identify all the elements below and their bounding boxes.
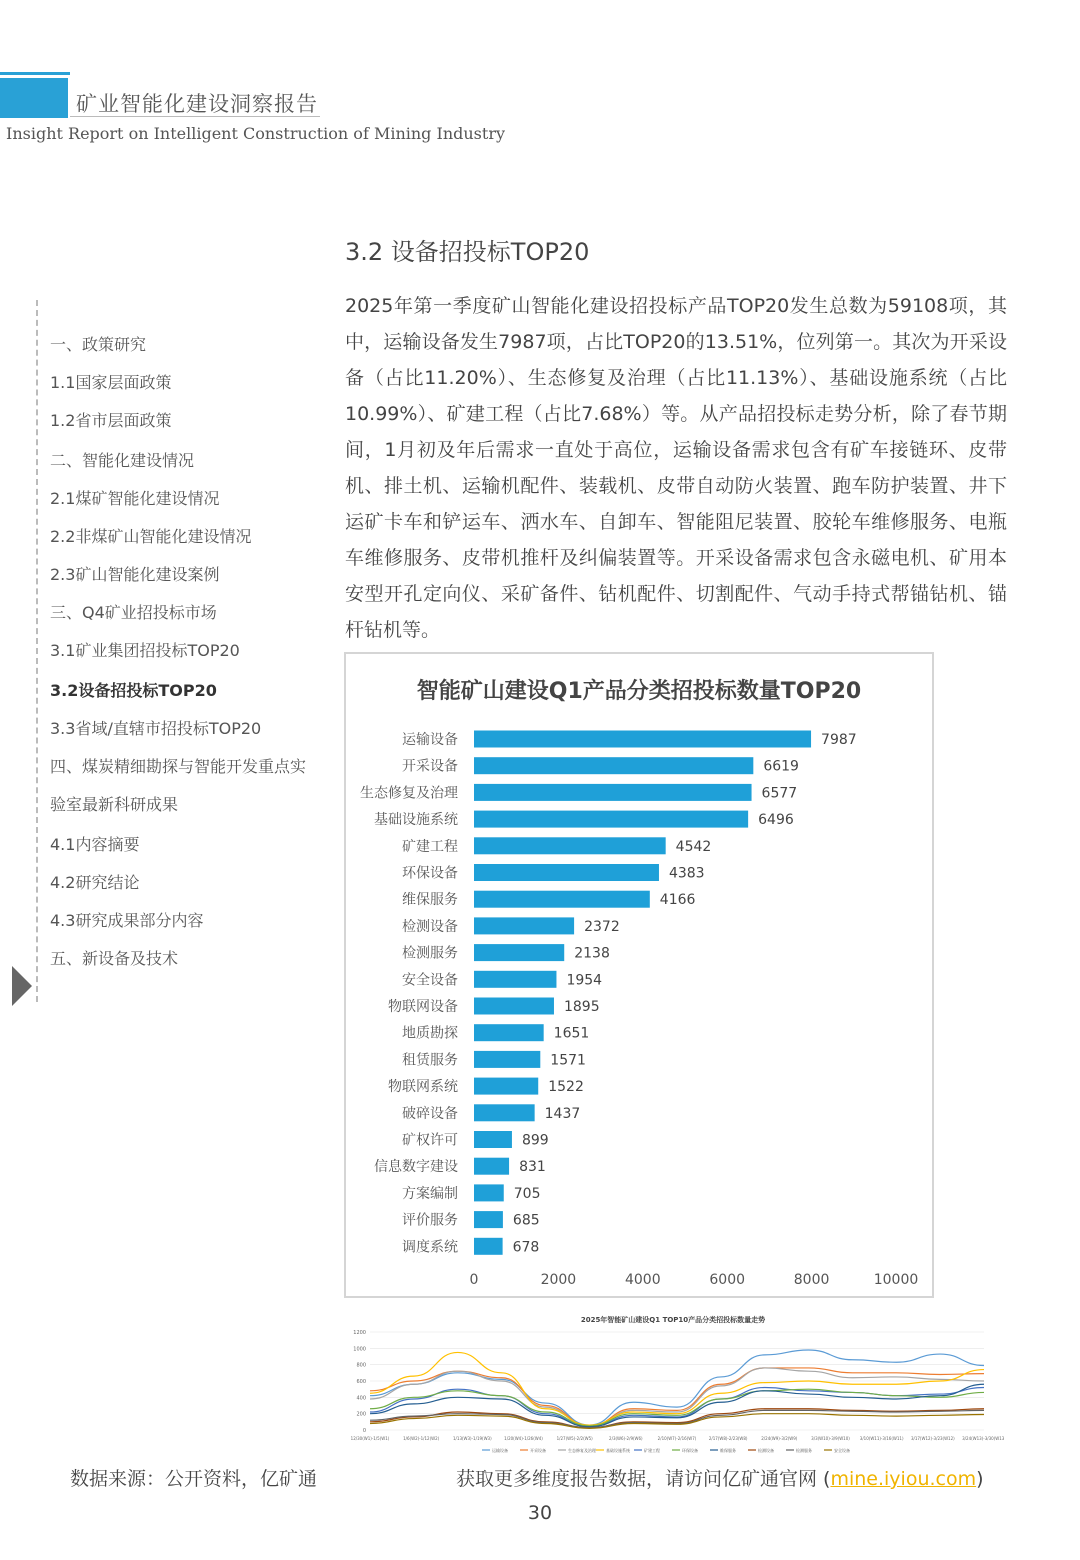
legend-label: 基础设施系统 — [606, 1448, 630, 1453]
line-chart — [342, 1308, 1004, 1458]
toc-item[interactable]: 验室最新科研成果 — [50, 795, 179, 814]
y-tick-label: 1000 — [353, 1346, 366, 1353]
toc-item[interactable]: 2.3矿山智能化建设案例 — [50, 565, 220, 584]
bar — [474, 1104, 535, 1121]
bar-category-label: 调度系统 — [402, 1239, 458, 1256]
y-tick-label: 600 — [356, 1379, 366, 1385]
bar — [474, 757, 753, 774]
bar — [474, 1184, 504, 1201]
bar-category-label: 信息数字建设 — [374, 1159, 458, 1176]
report-subtitle: Insight Report on Intelligent Construction of Mining Industry — [6, 124, 505, 143]
bar-category-label: 安全设备 — [402, 972, 458, 989]
toc-item[interactable]: 二、智能化建设情况 — [50, 451, 195, 470]
legend-label: 矿建工程 — [644, 1448, 660, 1453]
bar-value-label: 6577 — [761, 785, 798, 802]
x-tick-label: 2/24(W9)-3/2(W9) — [761, 1436, 798, 1441]
legend-label: 检测设备 — [758, 1448, 774, 1453]
bar-value-label: 685 — [512, 1212, 540, 1229]
bar-category-label: 维保服务 — [402, 892, 458, 909]
x-tick-label: 3/24(W13)-3/30(W13) — [962, 1436, 1004, 1441]
series-line — [370, 1410, 984, 1427]
bar-value-label: 6619 — [763, 758, 799, 775]
toc-item[interactable]: 3.1矿业集团招投标TOP20 — [50, 641, 240, 660]
toc-item[interactable]: 4.1内容摘要 — [50, 835, 140, 854]
toc-item[interactable]: 3.2设备招投标TOP20 — [50, 681, 217, 700]
x-tick-label: 2/10(W7)-2/16(W7) — [657, 1436, 697, 1441]
bar — [474, 891, 650, 908]
toc-item[interactable]: 2.1煤矿智能化建设情况 — [50, 489, 220, 508]
bar — [474, 731, 811, 748]
bar-value-label: 2372 — [584, 918, 620, 935]
bar-category-label: 矿权许可 — [402, 1132, 458, 1149]
bar-value-label: 1571 — [550, 1052, 586, 1069]
toc-item[interactable]: 五、新设备及技术 — [50, 949, 179, 968]
x-tick-label: 3/3(W10)-3/9(W10) — [811, 1436, 850, 1441]
x-tick-label: 1/20(W4)-1/26(W4) — [504, 1436, 543, 1441]
bar-value-label: 4166 — [659, 892, 696, 909]
toc-current-arrow-icon — [12, 966, 32, 1006]
bar-value-label: 678 — [512, 1239, 540, 1256]
bar — [474, 811, 748, 828]
more-data-prefix: 获取更多维度报告数据，请访问亿矿通官网 ( — [456, 1468, 831, 1490]
x-tick-label: 4000 — [624, 1272, 661, 1288]
x-tick-label: 1/13(W3)-1/19(W3) — [453, 1436, 492, 1441]
header-accent-block — [0, 78, 68, 118]
page-number: 30 — [527, 1502, 553, 1524]
bar — [474, 917, 574, 934]
bar-value-label: 1651 — [553, 1025, 590, 1042]
bar-chart-title: 智能矿山建设Q1产品分类招投标数量TOP20 — [416, 679, 862, 704]
header-accent-line — [0, 72, 70, 75]
legend-label: 维保服务 — [720, 1448, 736, 1453]
x-tick-label: 2000 — [540, 1272, 577, 1288]
toc-item[interactable]: 1.2省市层面政策 — [50, 411, 172, 430]
y-tick-label: 200 — [356, 1411, 366, 1418]
bar-category-label: 基础设施系统 — [374, 812, 458, 829]
bar-category-label: 地质勘探 — [402, 1025, 458, 1042]
bar-category-label: 运输设备 — [402, 732, 458, 748]
bar — [474, 971, 556, 988]
bar — [474, 998, 554, 1015]
bar — [474, 944, 564, 961]
bar — [474, 1211, 503, 1228]
bar-value-label: 7987 — [821, 732, 857, 748]
bar-value-label: 705 — [513, 1185, 541, 1202]
bar-chart — [344, 652, 934, 1298]
x-tick-label: 2/3(W6)-2/9(W6) — [609, 1436, 643, 1441]
x-tick-label: 3/10(W11)-3/16(W11) — [859, 1436, 904, 1441]
bar — [474, 784, 752, 801]
bar-value-label: 899 — [521, 1132, 549, 1149]
bar-value-label: 1954 — [566, 972, 603, 989]
x-tick-label: 0 — [469, 1272, 479, 1288]
bar-chart-plot — [346, 654, 936, 1300]
bar-value-label: 1522 — [548, 1079, 584, 1096]
bar — [474, 837, 666, 854]
section-body: 2025年第一季度矿山智能化建设招投标产品TOP20发生总数为59108项，其中，运输设备发生7987项，占比TOP20的13.51%，位列第一。其次为开采设备（占比11.20%）、生态修复及治理（占比11.13%）、基础设施系统（占比10.99%）、矿建工程（占比7.68%）等。从产品招投标走势分析，除了春节期间，1月初及年后需求一直处于高位，运输设备需求包含有矿车接链环、皮带机、排土机、运输机配件、装载机、皮带自动防火装置、跑车防护装置、井下运矿卡车和铲运车、洒水车、自卸车、智能阻尼装置、胶轮车维修服务、电瓶车维修服务、皮带机推杆及纠偏装置等。开采设备需求包含永磁电机、矿用本安型开孔定向仪、采矿备件、钻机配件、切割配件、气动手持式帮锚钻机、锚杆钻机等。 — [345, 295, 1007, 641]
bar-category-label: 检测设备 — [402, 918, 458, 935]
more-data-suffix: ) — [976, 1468, 984, 1490]
bar-value-label: 1895 — [563, 999, 600, 1015]
bar — [474, 1024, 544, 1041]
bar-value-label: 4383 — [668, 865, 705, 882]
bar-value-label: 2138 — [574, 945, 610, 962]
header-divider — [70, 116, 320, 117]
x-tick-label: 1/27(W5)-2/2(W5) — [556, 1436, 593, 1441]
legend-label: 生态修复及治理 — [568, 1448, 596, 1453]
toc-item[interactable]: 四、煤炭精细勘探与智能开发重点实 — [50, 757, 307, 776]
bar-category-label: 生态修复及治理 — [360, 785, 458, 802]
bar-category-label: 破碎设备 — [402, 1105, 458, 1122]
y-tick-label: 800 — [356, 1362, 366, 1369]
bar-value-label: 4542 — [675, 838, 712, 855]
bar-value-label: 1437 — [544, 1105, 581, 1122]
bar — [474, 1078, 538, 1095]
legend-label: 运输设备 — [492, 1448, 508, 1453]
legend-label: 环保设备 — [682, 1448, 698, 1453]
bar-category-label: 方案编制 — [402, 1185, 458, 1202]
bar-value-label: 831 — [519, 1159, 546, 1176]
toc-item[interactable]: 1.1国家层面政策 — [50, 373, 172, 392]
x-tick-label: 2/17(W8)-2/23(W8) — [708, 1436, 748, 1441]
x-tick-label: 12/30(W1)-1/5(W1) — [350, 1436, 390, 1441]
line-chart-title: 2025年智能矿山建设Q1 TOP10产品分类招投标数量走势 — [580, 1316, 766, 1324]
bar — [474, 1131, 512, 1148]
website-link[interactable]: mine.iyiou.com — [830, 1468, 977, 1490]
x-tick-label: 1/6(W2)-1/12(W2) — [403, 1436, 440, 1441]
more-data-note — [456, 1464, 984, 1491]
bar-category-label: 检测服务 — [402, 945, 458, 962]
x-tick-label: 6000 — [709, 1272, 746, 1288]
toc-item[interactable]: 一、政策研究 — [50, 335, 147, 354]
bar-category-label: 环保设备 — [402, 865, 458, 882]
legend-label: 安全设备 — [834, 1448, 850, 1453]
bar — [474, 864, 659, 881]
bar-category-label: 评价服务 — [402, 1212, 458, 1229]
bar-category-label: 矿建工程 — [402, 838, 458, 855]
legend-label: 开采设备 — [530, 1448, 546, 1453]
bar — [474, 1238, 503, 1255]
section-title: 3.2 设备招投标TOP20 — [345, 238, 590, 266]
legend-label: 检测服务 — [796, 1448, 812, 1453]
bar-category-label: 租赁服务 — [402, 1052, 458, 1069]
bar-category-label: 物联网系统 — [388, 1079, 458, 1096]
bar-value-label: 6496 — [758, 812, 794, 829]
bar-category-label: 物联网设备 — [388, 999, 458, 1015]
y-tick-label: 1200 — [353, 1330, 366, 1336]
toc-item[interactable]: 3.3省域/直辖市招投标TOP20 — [50, 719, 262, 738]
y-tick-label: 400 — [356, 1395, 366, 1402]
x-tick-label: 3/17(W12)-3/23(W12) — [910, 1436, 955, 1441]
report-title: 矿业智能化建设洞察报告 — [76, 92, 318, 116]
x-tick-label: 10000 — [873, 1272, 919, 1288]
toc-item[interactable]: 4.3研究成果部分内容 — [50, 911, 204, 930]
y-tick-label: 0 — [362, 1428, 366, 1434]
data-source: 数据来源：公开资料，亿矿通 — [70, 1468, 318, 1490]
toc-item[interactable]: 三、Q4矿业招投标市场 — [50, 603, 217, 622]
table-of-contents — [36, 300, 326, 1002]
toc-item[interactable]: 4.2研究结论 — [50, 873, 140, 892]
bar-category-label: 开采设备 — [402, 758, 458, 775]
bar — [474, 1051, 540, 1068]
toc-item[interactable]: 2.2非煤矿山智能化建设情况 — [50, 527, 252, 546]
x-tick-label: 8000 — [793, 1272, 830, 1288]
bar — [474, 1158, 509, 1175]
line-chart-plot — [342, 1308, 1004, 1458]
